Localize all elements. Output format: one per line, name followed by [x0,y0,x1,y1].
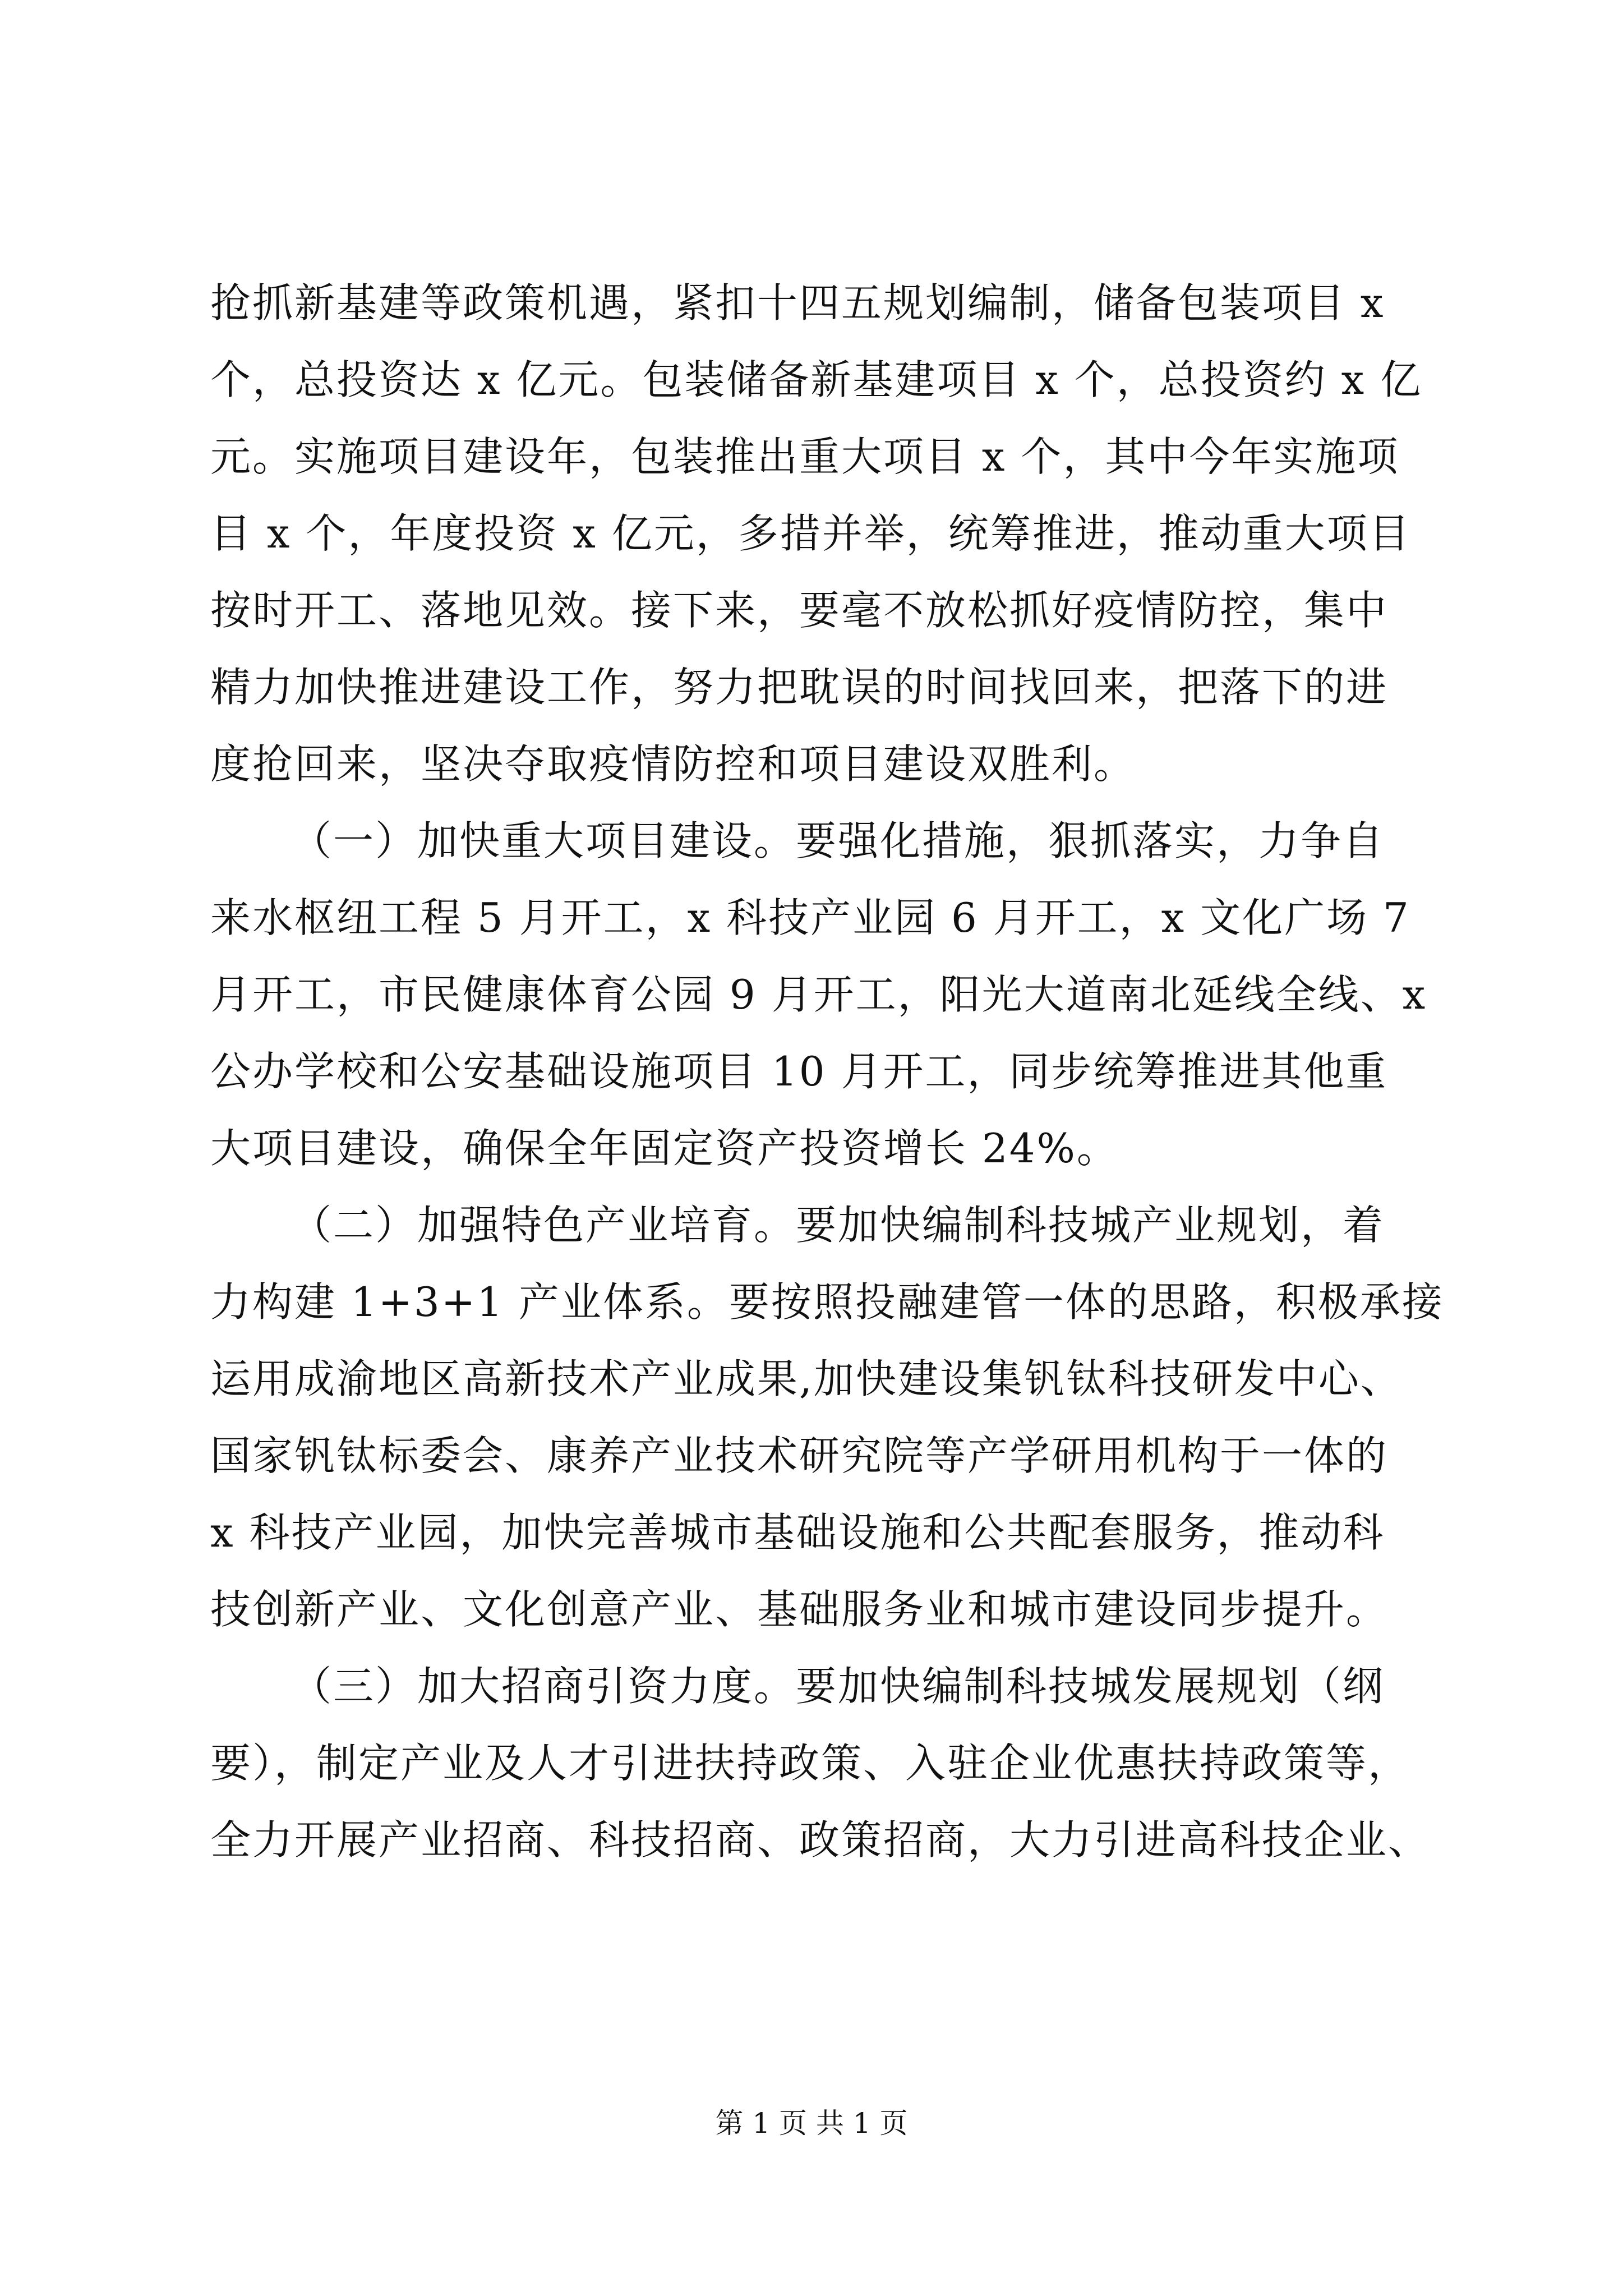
text-line: 公办学校和公安基础设施项目 10 月开工，同步统筹推进其他重 [210,1048,1388,1095]
text-line: 精力加快推进建设工作，努力把耽误的时间找回来，把落下的进 [210,664,1389,711]
text-line: x 科技产业园，加快完善城市基础设施和公共配套服务，推动科 [210,1509,1385,1556]
paragraph-start-line: （二）加强特色产业培育。要加快编制科技城产业规划，着 [291,1202,1385,1249]
text-line: 度抢回来，坚决夺取疫情防控和项目建设双胜利。 [210,740,1136,788]
text-line: 国家钒钛标委会、康养产业技术研究院等产学研用机构于一体的 [210,1432,1389,1479]
text-line: 力构建 1+3+1 产业体系。要按照投融建管一体的思路，积极承接 [210,1278,1444,1326]
text-line: 全力开展产业招商、科技招商、政策招商，大力引进高科技企业、 [210,1816,1431,1864]
text-line: 目 x 个，年度投资 x 亿元，多措并举，统筹推进，推动重大项目 [210,510,1411,557]
text-line: 抢抓新基建等政策机遇，紧扣十四五规划编制，储备包装项目 x [210,279,1385,326]
paragraph-start-line: （三）加大招商引资力度。要加快编制科技城发展规划（纲 [291,1663,1385,1710]
text-line: 要），制定产业及人才引进扶持政策、入驻企业优惠扶持政策等， [210,1740,1410,1787]
text-line: 月开工，市民健康体育公园 9 月开工，阳光大道南北延线全线、x [210,971,1427,1018]
text-line: 大项目建设，确保全年固定资产投资增长 24%。 [210,1125,1119,1172]
text-line: 运用成渝地区高新技术产业成果,加快建设集钒钛科技研发中心、 [210,1355,1403,1402]
text-line: 元。实施项目建设年，包装推出重大项目 x 个，其中今年实施项 [210,433,1400,480]
text-line: 来水枢纽工程 5 月开工，x 科技产业园 6 月开工，x 文化广场 7 [210,894,1410,941]
text-line: 按时开工、落地见效。接下来，要毫不放松抓好疫情防控，集中 [210,587,1389,634]
text-line: 个，总投资达 x 亿元。包装储备新基建项目 x 个，总投资约 x 亿 [210,356,1423,403]
page-footer: 第 1 页 共 1 页 [715,2107,908,2139]
paragraph-start-line: （一）加快重大项目建设。要强化措施，狠抓落实，力争自 [291,817,1385,864]
text-line: 技创新产业、文化创意产业、基础服务业和城市建设同步提升。 [210,1586,1389,1633]
